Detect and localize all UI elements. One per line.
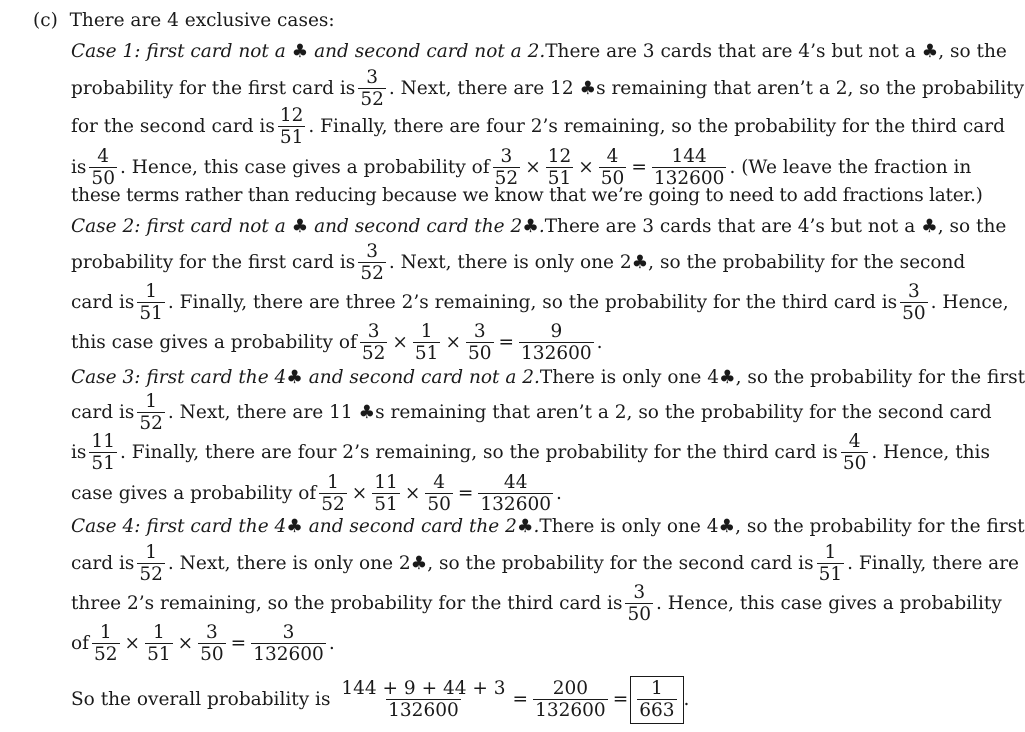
denominator: 663 — [639, 700, 675, 722]
case4-title: Case 4: first card the 4♣ and second card the 2♣. — [71, 516, 540, 537]
case3-text: . Next, there are 11 ♣s remaining that aren’t a 2, so the probability for the second card — [167, 401, 992, 423]
case4-text: There is only one 4♣, so the probability for the first — [539, 516, 1025, 537]
case2-text: this case gives a probability of — [71, 331, 357, 353]
numerator: 1 — [650, 678, 663, 699]
case1-line4 — [71, 146, 972, 190]
fraction — [319, 473, 347, 515]
case1-line1 — [71, 41, 1007, 62]
case3-text: There is only one 4♣, so the probability for the first — [539, 367, 1025, 388]
case4-line4: of $\frac{1}{52}$ × $\frac{1}{51}$ × $\frac{3}{50}$ = $\frac{3}{132600}$ . — [71, 622, 335, 666]
fraction — [358, 242, 386, 284]
case1-line2 — [71, 67, 1025, 111]
math-operator: × — [445, 331, 461, 353]
fraction — [89, 147, 117, 189]
numerator: 1 — [99, 622, 112, 643]
numerator: 1 — [145, 281, 158, 302]
case4-line2 — [71, 542, 1019, 586]
case1-text: these terms rather than reducing because we know that we’re going to need to add fractions later.) — [71, 185, 983, 206]
case3-text: . Finally, there are four 2’s remaining, so the probability for the third card is — [119, 441, 838, 463]
denominator: 132600 — [388, 700, 459, 722]
case2-line4: this case gives a probability of $\frac{3}{52}$ × $\frac{1}{51}$ × $\frac{3}{50}$ = $\frac{9}{132600}$ . — [71, 321, 603, 365]
case4-text: . Hence, this case gives a probability — [656, 592, 1002, 614]
fraction — [817, 543, 845, 585]
numerator: 3 — [366, 67, 378, 88]
fraction — [900, 282, 928, 324]
denominator: 51 — [374, 494, 398, 516]
numerator: 4 — [848, 431, 861, 452]
fraction — [89, 432, 117, 474]
numerator: 1 — [327, 472, 339, 493]
denominator: 50 — [902, 303, 926, 325]
numerator: 1 — [420, 321, 433, 342]
case3-text: card is — [71, 401, 135, 423]
denominator: 50 — [842, 453, 867, 475]
fraction — [278, 106, 306, 148]
part-label: (c) — [33, 10, 58, 31]
denominator: 52 — [361, 343, 386, 365]
case1-title: Case 1: first card not a ♣ and second card not a 2. — [71, 41, 546, 62]
fraction — [360, 322, 388, 364]
case1-text: . Hence, this case gives a probability of — [119, 156, 490, 178]
case4-text: three 2’s remaining, so the probability for the third card is — [71, 592, 623, 614]
denominator: 50 — [627, 604, 652, 626]
case2-text: . Hence, — [930, 291, 1009, 313]
case2-text: There are 3 cards that are 4’s but not a ♣, so the — [544, 216, 1007, 237]
math-operator: × — [525, 156, 541, 178]
fraction — [137, 543, 165, 585]
numerator: 3 — [282, 622, 295, 643]
case4-text: of — [71, 632, 89, 654]
fraction — [145, 623, 173, 665]
numerator: 11 — [374, 472, 398, 493]
denominator: 52 — [360, 263, 384, 285]
denominator: 50 — [200, 644, 224, 666]
denominator: 132600 — [535, 700, 606, 722]
sum-fraction — [339, 679, 507, 721]
numerator: 144 — [671, 146, 707, 167]
case3-line4: case gives a probability of $\frac{1}{52}$ × $\frac{11}{51}$ × $\frac{4}{50}$ = $\frac{44}{132600}$ . — [71, 472, 562, 516]
case1-text: for the second card is — [71, 115, 275, 137]
math-operator: × — [578, 156, 594, 178]
case4-text: card is — [71, 552, 135, 574]
numerator: 4 — [433, 472, 445, 493]
case4-line3 — [71, 582, 1002, 626]
fraction — [372, 473, 400, 515]
denominator: 132600 — [480, 494, 552, 516]
case1-line3 — [71, 105, 1005, 149]
math-operator: = — [230, 632, 247, 654]
fraction — [198, 623, 226, 665]
numerator: 144 + 9 + 44 + 3 — [341, 678, 506, 699]
math-operator: = — [512, 688, 529, 710]
math-operator: × — [177, 632, 194, 654]
denominator: 50 — [91, 168, 115, 190]
case3-line2 — [71, 391, 992, 435]
case3-text: is — [71, 441, 87, 463]
denominator: 52 — [321, 494, 345, 516]
denominator: 51 — [139, 303, 163, 325]
numerator: 3 — [367, 321, 380, 342]
case3-text: . Hence, this — [871, 441, 990, 463]
numerator: 3 — [366, 241, 378, 262]
math-operator: = — [631, 156, 647, 178]
math-operator: × — [392, 331, 408, 353]
denominator: 132600 — [521, 343, 592, 365]
case1-text: . Finally, there are four 2’s remaining, so the probability for the third card — [308, 115, 1005, 137]
denominator: 52 — [360, 89, 384, 111]
math-operator: × — [124, 632, 141, 654]
fraction — [466, 322, 494, 364]
denominator: 51 — [818, 564, 843, 586]
fraction — [251, 623, 326, 665]
denominator: 52 — [139, 564, 163, 586]
numerator: 1 — [152, 622, 165, 643]
case4-line1 — [71, 516, 1025, 537]
fraction — [546, 147, 574, 189]
denominator: 51 — [414, 343, 439, 365]
case1-line5 — [71, 185, 983, 206]
reduced-fraction — [533, 679, 608, 721]
fraction — [841, 432, 869, 474]
fraction — [92, 623, 120, 665]
denominator: 51 — [91, 453, 115, 475]
numerator: 4 — [606, 146, 619, 167]
overall-line: So the overall probability is $\frac{144 + 9 + 44 + 3}{132600}$ = $\frac{200}{132600}$ = $\frac{1}{663}$ . — [71, 676, 874, 724]
fraction — [599, 147, 627, 189]
denominator: 52 — [494, 168, 519, 190]
numerator: 12 — [547, 146, 572, 167]
case1-text: . Next, there are 12 ♣s remaining that aren’t a 2, so the probability — [388, 77, 1025, 99]
denominator: 132600 — [253, 644, 324, 666]
part-intro: There are 4 exclusive cases: — [69, 10, 335, 31]
fraction — [137, 392, 165, 434]
numerator: 1 — [145, 542, 158, 563]
case3-text: case gives a probability of — [71, 482, 317, 504]
numerator: 1 — [145, 391, 158, 412]
case2-line3 — [71, 281, 1009, 325]
denominator: 52 — [139, 413, 163, 435]
fraction — [625, 583, 653, 625]
numerator: 200 — [552, 678, 589, 699]
denominator: 50 — [427, 494, 451, 516]
denominator: 50 — [467, 343, 492, 365]
math-operator: × — [351, 482, 368, 504]
case1-text: . (We leave the fraction in — [729, 156, 972, 178]
case3-title: Case 3: first card the 4♣ and second card not a 2. — [71, 367, 540, 388]
fraction — [413, 322, 441, 364]
math-operator: = — [612, 688, 629, 710]
case1-text: is — [71, 156, 87, 178]
math-operator: × — [404, 482, 421, 504]
denominator: 51 — [279, 127, 304, 149]
denominator: 52 — [94, 644, 118, 666]
numerator: 44 — [503, 472, 528, 493]
case2-text: . Finally, there are three 2’s remaining, so the probability for the third card is — [167, 291, 898, 313]
numerator: 1 — [824, 542, 837, 563]
denominator: 132600 — [653, 168, 725, 190]
fraction — [478, 473, 553, 515]
case1-text: There are 3 cards that are 4’s but not a ♣, so the — [545, 41, 1007, 62]
denominator: 51 — [147, 644, 171, 666]
math-operator: = — [498, 331, 515, 353]
numerator: 11 — [91, 431, 115, 452]
case2-text: . Next, there is only one 2♣, so the probability for the second — [388, 251, 966, 273]
case4-text: . Finally, there are — [847, 552, 1019, 574]
numerator: 3 — [633, 582, 646, 603]
denominator: 51 — [547, 168, 572, 190]
fraction — [137, 282, 165, 324]
case2-line2 — [71, 241, 966, 285]
case2-line1 — [71, 216, 1007, 237]
numerator: 12 — [279, 105, 304, 126]
case2-title: Case 2: first card not a ♣ and second card the 2♣. — [71, 216, 545, 237]
fraction — [358, 68, 386, 110]
final-answer-box — [630, 676, 683, 724]
case3-line1 — [71, 367, 1025, 388]
fraction — [652, 147, 727, 189]
numerator: 4 — [97, 146, 110, 167]
part-heading — [33, 12, 836, 31]
fraction — [493, 147, 521, 189]
fraction — [425, 473, 453, 515]
case2-text: probability for the first card is — [71, 251, 356, 273]
denominator: 50 — [600, 168, 625, 190]
case1-text: probability for the first card is — [71, 77, 356, 99]
numerator: 9 — [550, 321, 563, 342]
case2-text: card is — [71, 291, 135, 313]
case4-text: . Next, there is only one 2♣, so the probability for the second card is — [167, 552, 814, 574]
fraction — [519, 322, 594, 364]
numerator: 3 — [500, 146, 513, 167]
final-answer-fraction — [637, 679, 676, 721]
math-operator: = — [457, 482, 474, 504]
overall-text: So the overall probability is — [71, 688, 331, 710]
numerator: 3 — [473, 321, 486, 342]
numerator: 3 — [206, 622, 218, 643]
numerator: 3 — [907, 281, 920, 302]
case3-line3 — [71, 431, 990, 475]
